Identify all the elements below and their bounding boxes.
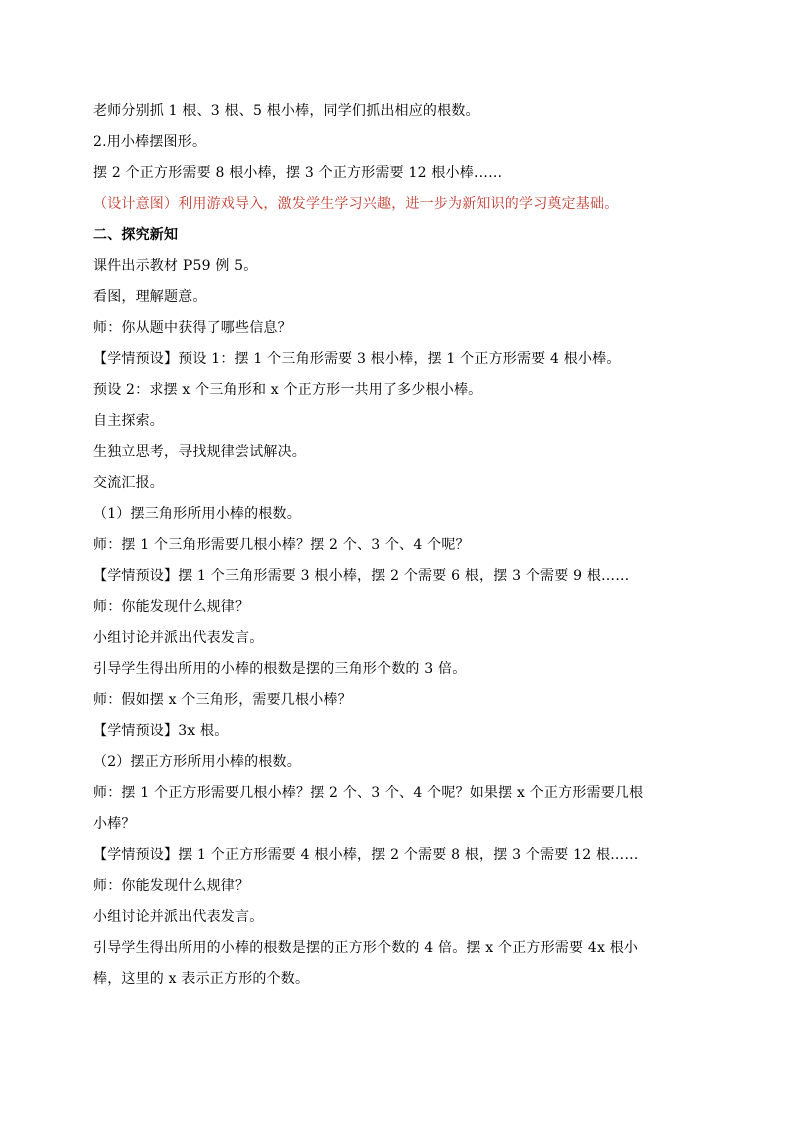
paragraph: 小组讨论并派出代表发言。 bbox=[93, 630, 264, 646]
paragraph: 生独立思考，寻找规律尝试解决。 bbox=[93, 444, 306, 460]
paragraph: 老师分别抓 1 根、3 根、5 根小棒，同学们抓出相应的根数。 bbox=[93, 103, 480, 119]
paragraph: 引导学生得出所用的小棒的根数是摆的三角形个数的 3 倍。 bbox=[93, 661, 467, 677]
paragraph: 2.用小棒摆图形。 bbox=[93, 134, 207, 150]
paragraph: 师：你能发现什么规律？ bbox=[93, 878, 250, 894]
paragraph: （2）摆正方形所用小棒的根数。 bbox=[93, 754, 301, 770]
paragraph: 师：你从题中获得了哪些信息？ bbox=[93, 320, 292, 336]
paragraph: 师：摆 1 个三角形需要几根小棒？摆 2 个、3 个、4 个呢？ bbox=[93, 537, 470, 553]
paragraph: 课件出示教材 P59 例 5。 bbox=[93, 258, 258, 274]
paragraph: 【学情预设】3x 根。 bbox=[93, 723, 229, 739]
paragraph: 师：假如摆 x 个三角形，需要几根小棒？ bbox=[93, 692, 352, 708]
paragraph: 引导学生得出所用的小棒的根数是摆的正方形个数的 4 倍。摆 x 个正方形需要 4x 根小 bbox=[93, 940, 639, 956]
paragraph: 师：你能发现什么规律？ bbox=[93, 599, 250, 615]
paragraph: 摆 2 个正方形需要 8 根小棒，摆 3 个正方形需要 12 根小棒…… bbox=[93, 165, 503, 181]
paragraph: 【学情预设】摆 1 个三角形需要 3 根小棒，摆 2 个需要 6 根，摆 3 个需要 9 根…… bbox=[93, 568, 630, 584]
design-intent-note: （设计意图）利用游戏导入，激发学生学习兴趣，进一步为新知识的学习奠定基础。 bbox=[93, 196, 619, 212]
paragraph: 预设 2：求摆 x 个三角形和 x 个正方形一共用了多少根小棒。 bbox=[93, 382, 483, 398]
document-page bbox=[93, 96, 708, 995]
paragraph: 看图，理解题意。 bbox=[93, 289, 207, 305]
paragraph-continuation: 小棒？ bbox=[93, 816, 136, 832]
paragraph: （1）摆三角形所用小棒的根数。 bbox=[93, 506, 301, 522]
paragraph: 自主探索。 bbox=[93, 413, 164, 429]
paragraph-continuation: 棒，这里的 x 表示正方形的个数。 bbox=[93, 971, 310, 987]
section-heading: 二、探究新知 bbox=[93, 227, 179, 243]
paragraph: 师：摆 1 个正方形需要几根小棒？摆 2 个、3 个、4 个呢？如果摆 x 个正方形需要几根 bbox=[93, 785, 644, 801]
paragraph: 【学情预设】摆 1 个正方形需要 4 根小棒，摆 2 个需要 8 根，摆 3 个需要 12 根…… bbox=[93, 847, 639, 863]
paragraph: 交流汇报。 bbox=[93, 475, 164, 491]
paragraph: 【学情预设】预设 1：摆 1 个三角形需要 3 根小棒，摆 1 个正方形需要 4 根小棒。 bbox=[93, 351, 621, 367]
paragraph: 小组讨论并派出代表发言。 bbox=[93, 909, 264, 925]
